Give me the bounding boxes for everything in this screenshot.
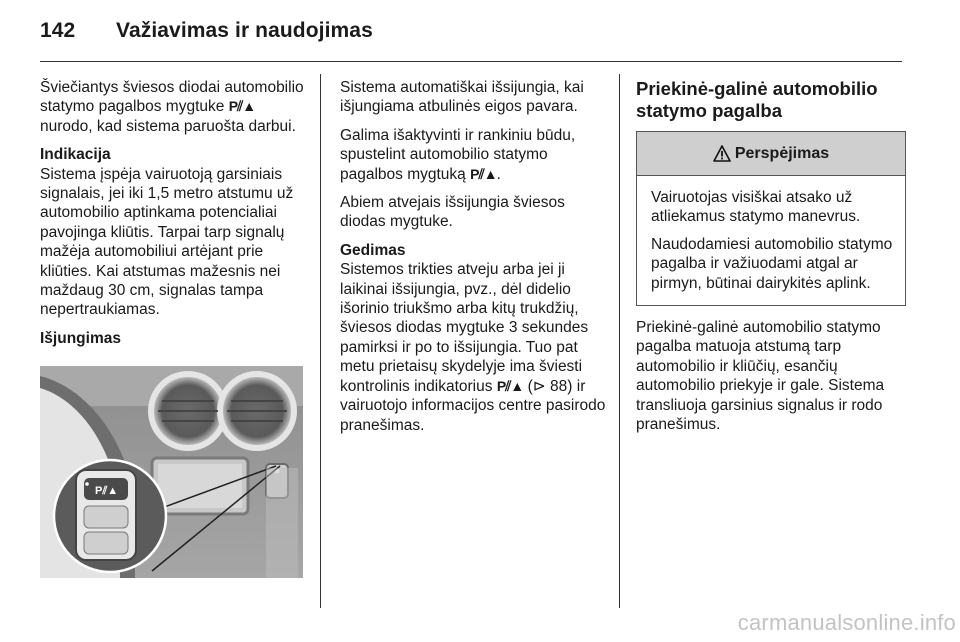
parking-assist-symbol: P⫽▲ bbox=[496, 377, 524, 394]
watermark: carmanualsonline.info bbox=[737, 610, 956, 635]
page-header bbox=[40, 19, 373, 43]
body-paragraph: Priekinė-galinė automobilio statymo pagalba matuoja atstumą tarp automobilio ir kliūčių, esančių automobilio priekyje ir gale. Sistema transliuoja garsinius signalus ir rodo pranešimus. bbox=[636, 319, 885, 434]
page-number: 142 bbox=[40, 19, 76, 42]
off-section bbox=[40, 329, 308, 348]
page-reference-link[interactable]: (⊳ 88) bbox=[527, 377, 573, 395]
indication-text: Sistema įspėja vairuotoją garsiniais signalais, jei iki 1,5 metro atstumu už automobilio aptinkama potencialiai pavojinga kliūtis. Tarpai tarp signalų mažėja automobiliui artėjant prie kliūties. Kai atstumas mažesnis nei maždaug 30 cm, signalas tampa nepertraukiamas. bbox=[40, 165, 294, 319]
indication-heading: Indikacija bbox=[40, 146, 111, 164]
intro-paragraph: Šviečiantys šviesos diodai automobilio statymo pagalbos mygtuke P⫽▲ nurodo, kad sistema paruošta darbui. bbox=[40, 79, 304, 135]
column-divider-1 bbox=[320, 74, 321, 608]
column-2 bbox=[340, 78, 608, 444]
auto-off-paragraph: Sistema automatiškai išsijungia, kai išjungiama atbulinės eigos pavara. bbox=[340, 79, 584, 116]
warning-text-1: Vairuotojas visiškai atsako už atliekamus statymo manevrus. bbox=[651, 189, 861, 226]
led-off-paragraph: Abiem atvejais išsijungia šviesos diodas mygtuke. bbox=[340, 194, 565, 231]
parking-assist-symbol: P⫽▲ bbox=[228, 98, 256, 115]
warning-header bbox=[637, 132, 905, 176]
off-heading: Išjungimas bbox=[40, 329, 121, 347]
fault-section: Gedimas Sistemos trikties atveju arba jei ji laikinai išsijungia, pvz., dėl didelio išorinio triukšmo arba kitų trukdžių, šviesos diodas mygtuke 3 sekundes pamirksi ir po to išsijungia. Tuo pat metu prietaisų skydelyje ima šviesti kontrolinis indikatorius P⫽▲ (⊳ 88) ir vairuotojo informacijos centre pasirodo pranešimas. bbox=[340, 241, 608, 435]
parking-assist-symbol: P⫽▲ bbox=[470, 165, 497, 182]
dashboard-photo bbox=[40, 366, 303, 578]
fault-heading: Gedimas bbox=[340, 241, 406, 259]
section-heading: Priekinė-galinė automobilio statymo pagalba bbox=[636, 78, 878, 121]
warning-text-2: Naudodamiesi automobilio statymo pagalba ir važiuodami atgal ar pirmyn, būtinai dairykitės aplink. bbox=[651, 235, 893, 292]
warning-icon bbox=[713, 145, 731, 162]
warning-title: Perspėjimas bbox=[734, 144, 830, 162]
column-1 bbox=[40, 78, 308, 357]
header-rule bbox=[40, 61, 902, 62]
indication-section bbox=[40, 145, 308, 320]
page-title: Važiavimas ir naudojimas bbox=[116, 19, 373, 42]
warning-body bbox=[637, 176, 905, 305]
column-3 bbox=[636, 78, 906, 443]
manual-off-paragraph: Galima išaktyvinti ir rankiniu būdu, spustelint automobilio statymo pagalbos mygtuką P⫽▲. bbox=[340, 126, 576, 183]
warning-box bbox=[636, 131, 906, 306]
parking-button-label: P⫽▲ bbox=[95, 485, 119, 497]
column-divider-2 bbox=[619, 74, 620, 608]
